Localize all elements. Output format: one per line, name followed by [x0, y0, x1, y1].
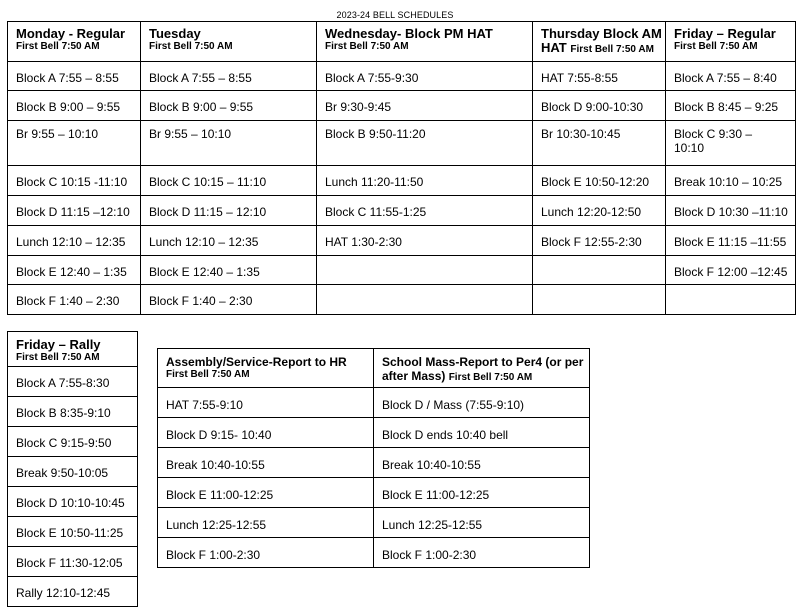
table-cell: Block E 11:00-12:25: [374, 478, 590, 508]
table-row: [8, 62, 796, 91]
table-row: [158, 508, 590, 538]
column-header-assembly: [158, 349, 374, 388]
table-header-row: [8, 22, 796, 62]
table-row: [8, 367, 138, 397]
table-cell: HAT 7:55-9:10: [158, 388, 374, 418]
table-row: [8, 427, 138, 457]
table-cell: Block B 9:50-11:20: [317, 121, 533, 166]
day-name: Tuesday: [149, 26, 201, 41]
table-cell: Block D / Mass (7:55-9:10): [374, 388, 590, 418]
first-bell: First Bell 7:50 AM: [16, 41, 100, 52]
table-row: [8, 285, 796, 315]
table-cell: Block D 11:15 – 12:10: [141, 196, 317, 226]
table-cell: Lunch 12:10 – 12:35: [8, 226, 141, 256]
table-row: [158, 478, 590, 508]
table-cell: Break 10:40-10:55: [374, 448, 590, 478]
table-cell: Block A 7:55 – 8:55: [141, 62, 317, 91]
table-cell: Block C 10:15 -11:10: [8, 166, 141, 196]
table-cell: Block F 1:00-2:30: [158, 538, 374, 568]
table-cell: Block C 11:55-1:25: [317, 196, 533, 226]
first-bell: First Bell 7:50 AM: [674, 41, 758, 52]
table-cell: Block B 8:45 – 9:25: [666, 91, 796, 121]
table-cell: Lunch 12:25-12:55: [158, 508, 374, 538]
day-name-hat: HAT: [541, 40, 567, 55]
table-cell: [317, 285, 533, 315]
table-cell: Block C 9:30 – 10:10: [666, 121, 796, 166]
table-row: [8, 226, 796, 256]
table-row: [8, 397, 138, 427]
table-cell: Break 10:40-10:55: [158, 448, 374, 478]
day-name: Friday – Rally: [16, 337, 101, 352]
table-cell: Lunch 12:20-12:50: [533, 196, 666, 226]
table-cell: Br 9:55 – 10:10: [141, 121, 317, 166]
table-row: [8, 517, 138, 547]
column-header-monday: [8, 22, 141, 62]
column-header-friday: [666, 22, 796, 62]
table-cell: Block E 10:50-11:25: [8, 517, 138, 547]
table-row: [8, 547, 138, 577]
table-row: [8, 91, 796, 121]
schedule-name-cont: after Mass): [382, 369, 446, 383]
table-row: [8, 577, 138, 607]
table-cell: Block F 12:55-2:30: [533, 226, 666, 256]
table-cell: HAT 7:55-8:55: [533, 62, 666, 91]
first-bell: First Bell 7:50 AM: [325, 41, 409, 52]
first-bell: First Bell 7:50 AM: [166, 369, 250, 380]
table-cell: [666, 285, 796, 315]
table-cell: Block A 7:55 – 8:55: [8, 62, 141, 91]
table-cell: [533, 256, 666, 285]
table-cell: Lunch 11:20-11:50: [317, 166, 533, 196]
table-row: [8, 196, 796, 226]
table-cell: Lunch 12:10 – 12:35: [141, 226, 317, 256]
column-header-thursday: [533, 22, 666, 62]
schedule-name: School Mass-Report to Per4 (or per: [382, 355, 584, 369]
first-bell: First Bell 7:50 AM: [16, 352, 100, 363]
table-cell: Block F 1:40 – 2:30: [8, 285, 141, 315]
table-cell: Br 9:55 – 10:10: [8, 121, 141, 166]
weekly-bell-schedule-table: [7, 21, 796, 315]
table-cell: Block B 8:35-9:10: [8, 397, 138, 427]
schedule-name: Assembly/Service-Report to HR: [166, 355, 347, 369]
table-cell: Block A 7:55 – 8:40: [666, 62, 796, 91]
table-cell: Lunch 12:25-12:55: [374, 508, 590, 538]
day-name: Monday - Regular: [16, 26, 126, 41]
table-row: [8, 121, 796, 166]
table-cell: Block D ends 10:40 bell: [374, 418, 590, 448]
table-cell: HAT 1:30-2:30: [317, 226, 533, 256]
table-cell: Block E 12:40 – 1:35: [141, 256, 317, 285]
column-header-wednesday: [317, 22, 533, 62]
table-row: [158, 538, 590, 568]
first-bell: First Bell 7:50 AM: [570, 44, 654, 55]
table-cell: Block B 9:00 – 9:55: [8, 91, 141, 121]
table-row: [158, 448, 590, 478]
table-row: [8, 166, 796, 196]
table-row: [8, 256, 796, 285]
column-header-school-mass: [374, 349, 590, 388]
column-header-tuesday: [141, 22, 317, 62]
document-title: 2023-24 BELL SCHEDULES: [336, 10, 454, 20]
table-row: [158, 388, 590, 418]
table-cell: Block D 10:10-10:45: [8, 487, 138, 517]
table-cell: Block F 11:30-12:05: [8, 547, 138, 577]
table-cell: Br 10:30-10:45: [533, 121, 666, 166]
table-cell: Block E 11:15 –11:55: [666, 226, 796, 256]
table-cell: Br 9:30-9:45: [317, 91, 533, 121]
table-cell: Block A 7:55-9:30: [317, 62, 533, 91]
table-cell: Block F 1:00-2:30: [374, 538, 590, 568]
day-name: Friday – Regular: [674, 26, 776, 41]
first-bell: First Bell 7:50 AM: [448, 372, 533, 383]
table-cell: Block F 12:00 –12:45: [666, 256, 796, 285]
day-name: Wednesday- Block PM HAT: [325, 26, 493, 41]
table-cell: Block C 10:15 – 11:10: [141, 166, 317, 196]
table-header-row: [8, 332, 138, 367]
table-cell: Break 9:50-10:05: [8, 457, 138, 487]
table-cell: Block C 9:15-9:50: [8, 427, 138, 457]
table-cell: [317, 256, 533, 285]
table-row: [158, 418, 590, 448]
day-name: Thursday Block AM: [541, 26, 662, 41]
table-cell: Block E 10:50-12:20: [533, 166, 666, 196]
friday-rally-schedule-table: [7, 331, 138, 607]
table-cell: Block F 1:40 – 2:30: [141, 285, 317, 315]
table-cell: Block E 12:40 – 1:35: [8, 256, 141, 285]
table-cell: Break 10:10 – 10:25: [666, 166, 796, 196]
table-row: [8, 487, 138, 517]
table-cell: Rally 12:10-12:45: [8, 577, 138, 607]
special-schedule-table: [157, 348, 590, 568]
table-cell: Block E 11:00-12:25: [158, 478, 374, 508]
table-header-row: [158, 349, 590, 388]
day-name-line2: [541, 41, 665, 57]
schedule-name-line2: [382, 369, 589, 385]
table-cell: Block B 9:00 – 9:55: [141, 91, 317, 121]
table-cell: Block D 9:00-10:30: [533, 91, 666, 121]
table-cell: Block D 9:15- 10:40: [158, 418, 374, 448]
table-cell: [533, 285, 666, 315]
table-cell: Block A 7:55-8:30: [8, 367, 138, 397]
table-cell: Block D 11:15 –12:10: [8, 196, 141, 226]
column-header-rally: [8, 332, 138, 367]
first-bell: First Bell 7:50 AM: [149, 41, 233, 52]
table-cell: Block D 10:30 –11:10: [666, 196, 796, 226]
table-row: [8, 457, 138, 487]
